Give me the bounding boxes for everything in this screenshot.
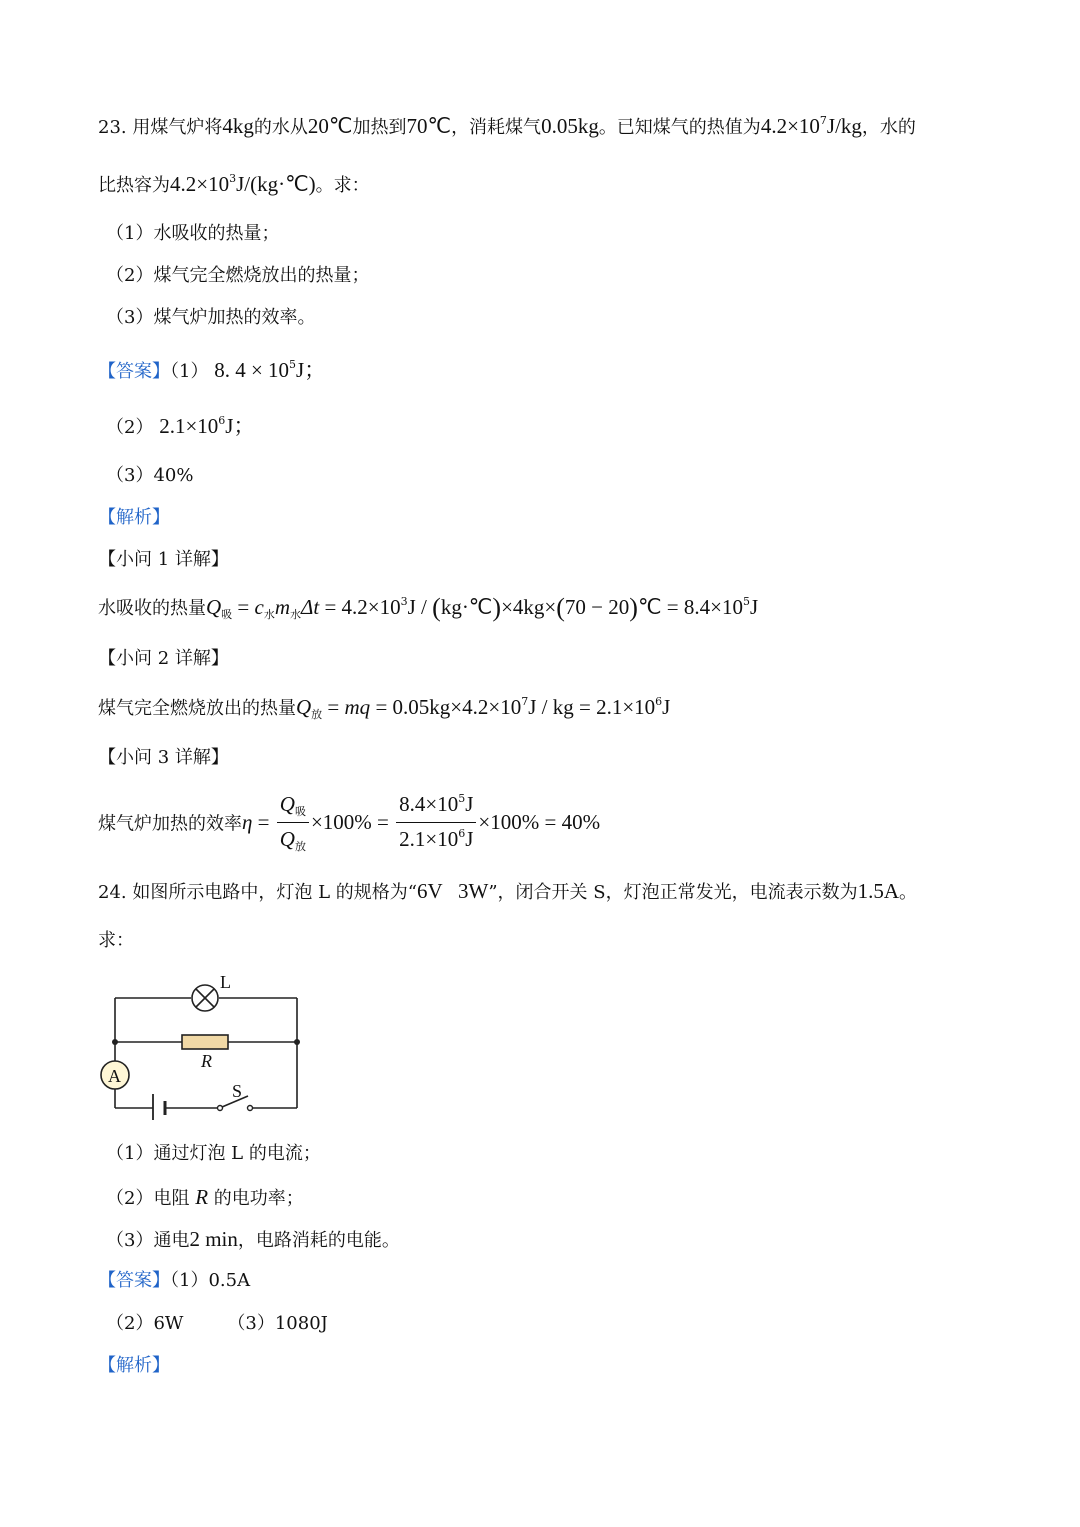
q23-sub3: （3）煤气炉加热的效率。 (106, 307, 316, 328)
fraction-q-ratio: $\frac{Q_吸}{Q_放}$ (277, 790, 309, 855)
q23-line2: 比热容为$4.2\times 10^3J/(kg\cdot℃)$。求： (98, 172, 370, 196)
q24-line2: 求： (98, 930, 134, 951)
q24-sub3: （3）通电2 min，电路消耗的电能。 (106, 1227, 400, 1251)
lamp-icon (192, 985, 218, 1011)
q23-answer1: 【答案】（1） 8. $4 \times 10^5J$； (98, 358, 326, 382)
answer-tag: 【答案】 (98, 361, 170, 382)
q24-answer2-3: （2）6W （3）1080J (106, 1313, 328, 1334)
detail-2-heading: 【小问 2 详解】 (98, 648, 229, 669)
junction-right (294, 1039, 300, 1045)
q23-sub2: （2）煤气完全燃烧放出的热量； (106, 265, 370, 286)
circuit-diagram (95, 970, 310, 1125)
switch-label: S (232, 1081, 243, 1101)
q24-sub2: （2）电阻 R 的电功率； (106, 1185, 304, 1209)
battery-icon (153, 1094, 165, 1120)
q24-line1: 24. 如图所示电路中，灯泡 L 的规格为“6V 3W”，闭合开关 S，灯泡正常发光，电流表示数为1.5A。 (98, 879, 918, 903)
q23-sub1: （1）水吸收的热量； (106, 223, 280, 244)
q23-line1: 23. 用煤气炉将4kg的水从20℃加热到70℃，消耗煤气0.05kg。已知煤气的热值为$4.2\times 10^7J/kg$，水的 (98, 114, 916, 138)
q23-answer3: （3）40% (106, 465, 194, 486)
q24-answer1: 【答案】（1）0.5A (98, 1270, 251, 1291)
detail-1-formula: 水吸收的热量$Q_吸 = c_水m_水\Delta t = 4.2\times 10^3J$ / (kg·℃)×4kg×(70 − 20)℃ = $8.4\times 10^5J$ (98, 593, 759, 622)
analysis-tag: 【解析】 (98, 507, 170, 528)
ammeter-label: A (108, 1066, 121, 1086)
detail-1-heading: 【小问 1 详解】 (98, 549, 229, 570)
resistor-icon (182, 1035, 228, 1049)
detail-3-formula: 煤气炉加热的效率η = $\frac{Q_吸}{Q_放}$ ×100% = $\frac{8.4\times 10^5J}{2.1\times 10^6J}$ ×100% = 40% (98, 792, 601, 853)
detail-3-heading: 【小问 3 详解】 (98, 747, 229, 768)
detail-2-formula: 煤气完全燃烧放出的热量$Q_放$ = mq = $0.05kg\times 4.2\times 10^7J$ / kg = $2.1\times 10^6J$ (98, 695, 671, 721)
q24-sub1: （1）通过灯泡 L 的电流； (106, 1143, 321, 1164)
fraction-value-ratio: $\frac{8.4\times 10^5J}{2.1\times 10^6J}$ (396, 790, 476, 855)
analysis-tag-24: 【解析】 (98, 1355, 170, 1376)
resistor-label: R (201, 1051, 212, 1071)
lamp-label: L (220, 972, 231, 992)
q23-answer2: （2） $2.1\times 10^6J$； (106, 414, 255, 438)
answer-tag: 【答案】 (98, 1270, 170, 1291)
junction-left (112, 1039, 118, 1045)
